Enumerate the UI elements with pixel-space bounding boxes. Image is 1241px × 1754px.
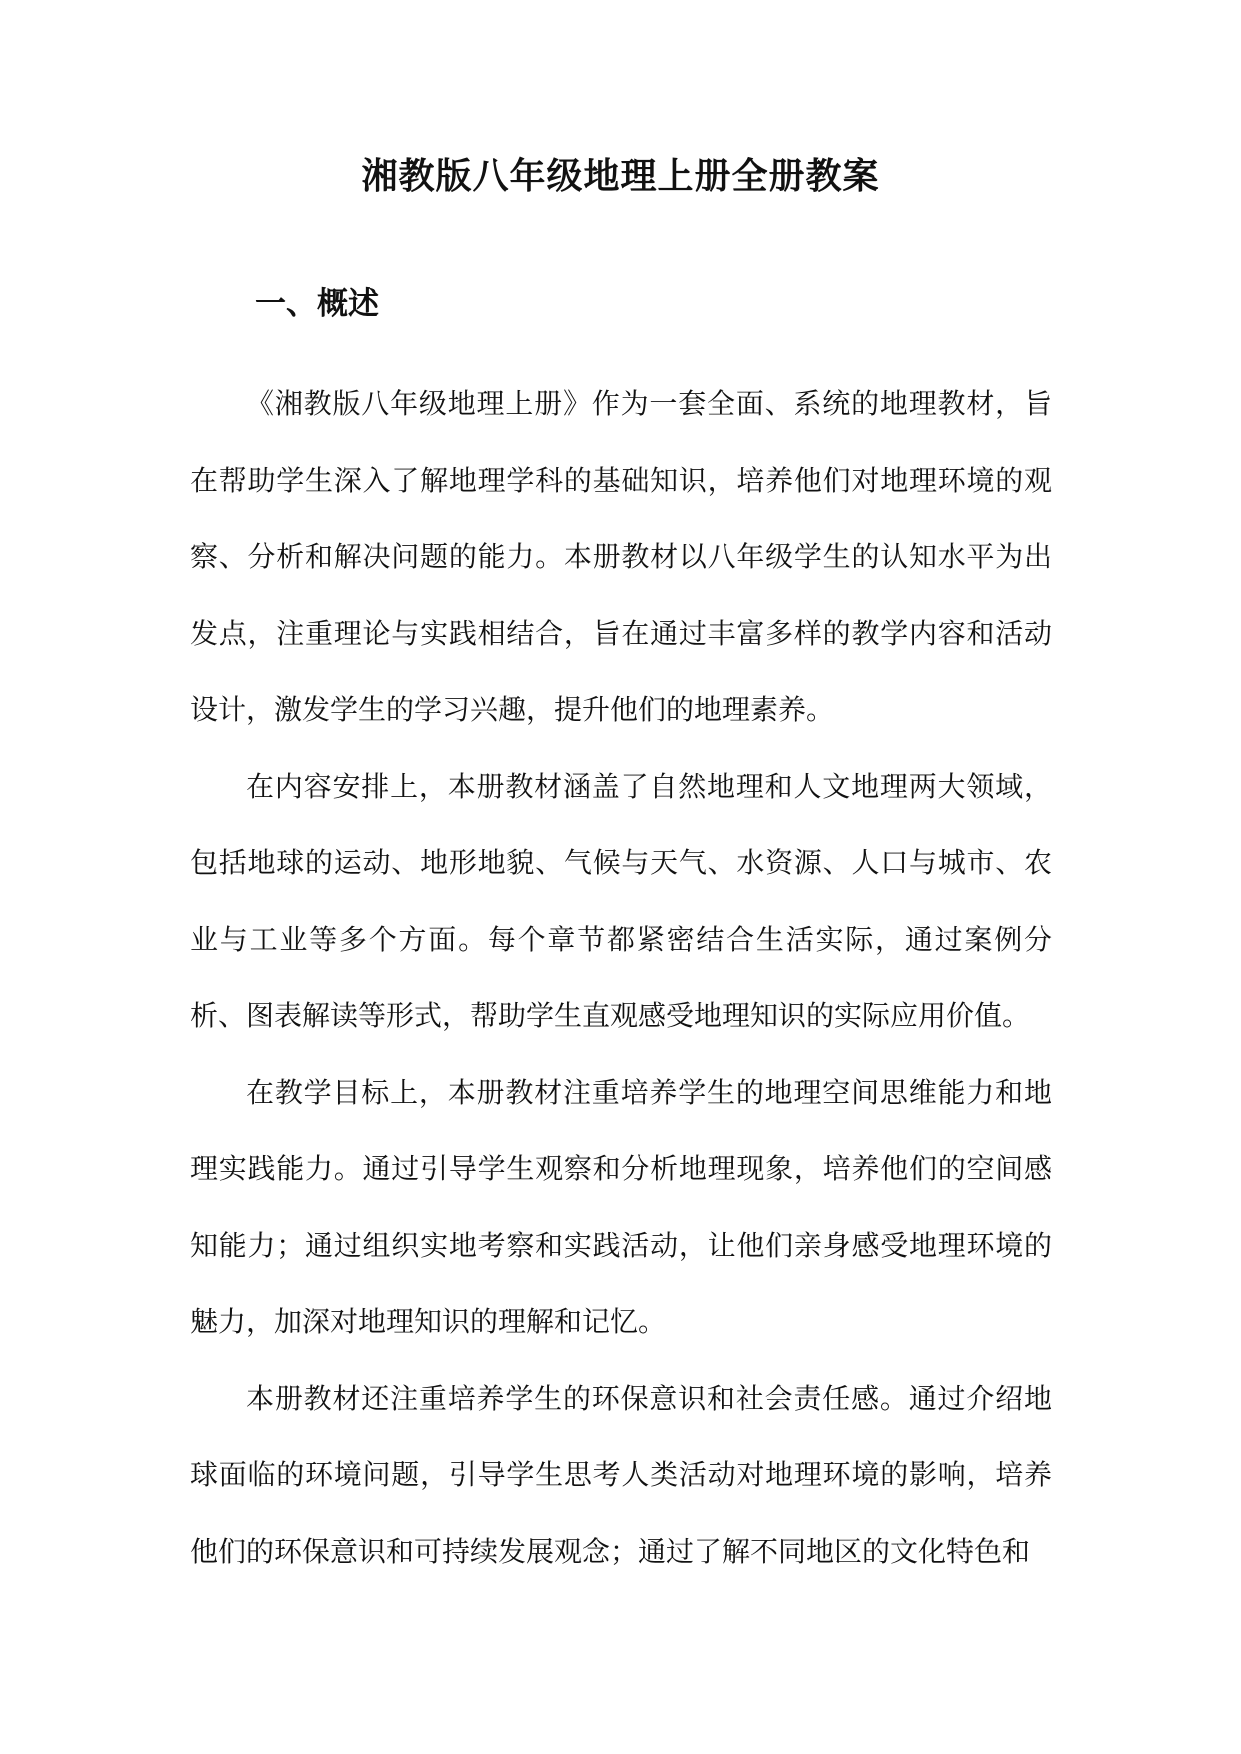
paragraph: 《湘教版八年级地理上册》作为一套全面、系统的地理教材，旨在帮助学生深入了解地理学科的基础知识，培养他们对地理环境的观察、分析和解决问题的能力。本册教材以八年级学生的认知水平为出发点，注重理论与实践相结合，旨在通过丰富多样的教学内容和活动设计，激发学生的学习兴趣，提升他们的地理素养。	[190, 387, 1052, 726]
paragraph: 在教学目标上，本册教材注重培养学生的地理空间思维能力和地理实践能力。通过引导学生观察和分析地理现象，培养他们的空间感知能力；通过组织实地考察和实践活动，让他们亲身感受地理环境的魅力，加深对地理知识的理解和记忆。	[190, 1075, 1052, 1338]
body-text	[190, 366, 1052, 1590]
paragraph: 在内容安排上，本册教材涵盖了自然地理和人文地理两大领域，包括地球的运动、地形地貌、气候与天气、水资源、人口与城市、农业与工业等多个方面。每个章节都紧密结合生活实际，通过案例分析、图表解读等形式，帮助学生直观感受地理知识的实际应用价值。	[190, 769, 1052, 1032]
document-title: 湘教版八年级地理上册全册教案	[361, 155, 880, 197]
section-heading: 一、概述	[255, 286, 379, 322]
paragraph: 本册教材还注重培养学生的环保意识和社会责任感。通过介绍地球面临的环境问题，引导学生思考人类活动对地理环境的影响，培养他们的环保意识和可持续发展观念；通过了解不同地区的文化特色和	[190, 1381, 1052, 1568]
